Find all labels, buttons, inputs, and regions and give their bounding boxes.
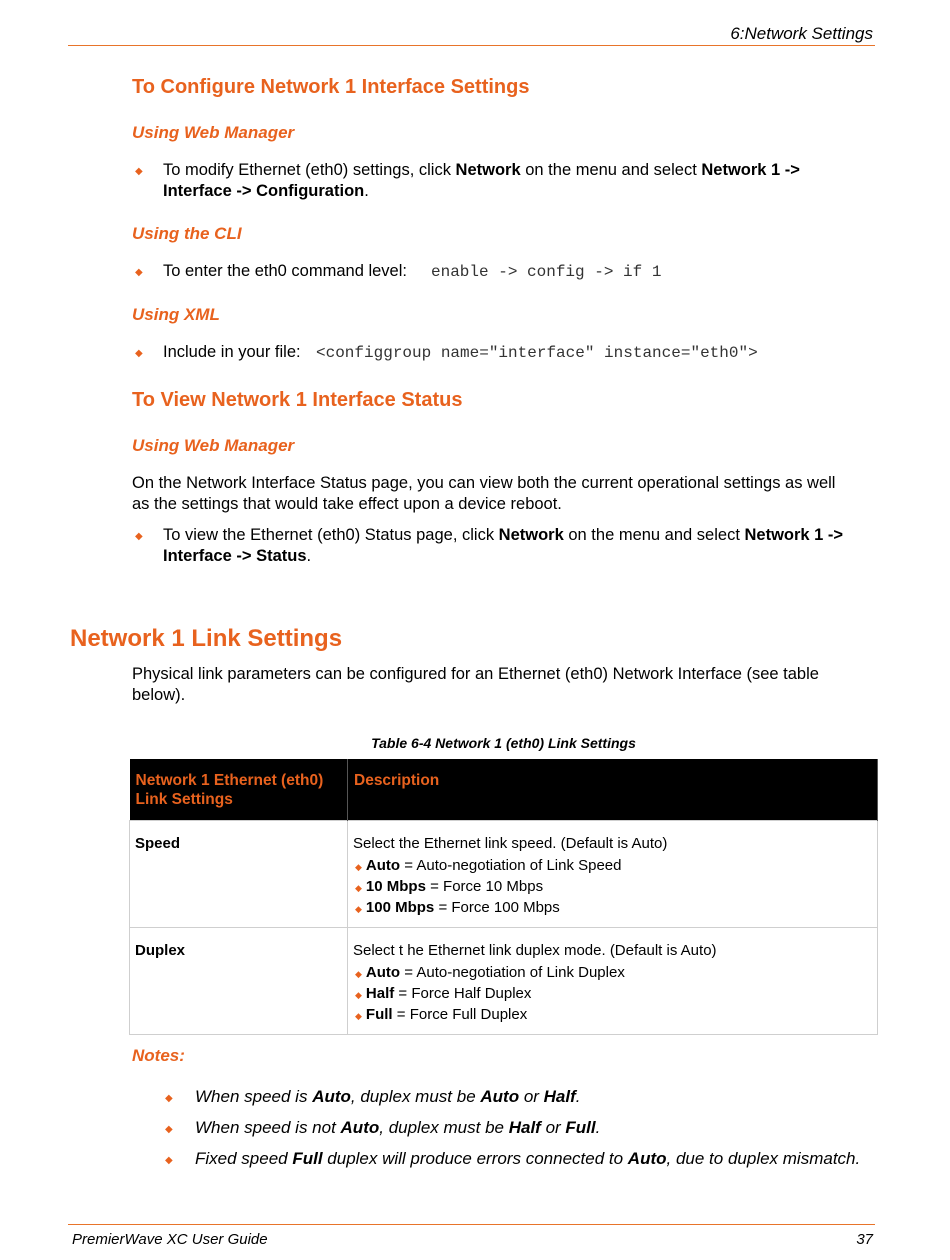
status-web-heading: Using Web Manager (132, 436, 295, 455)
footer-rule (68, 1224, 875, 1225)
config-cli-text: To enter the eth0 command level: (163, 262, 407, 280)
config-xml-heading: Using XML (132, 305, 220, 324)
option-item: ◆ Auto = Auto-negotiation of Link Duplex (355, 963, 625, 981)
config-xml-text: Include in your file: (163, 343, 301, 361)
bullet-icon: ◆ (355, 968, 362, 979)
table-row (130, 927, 878, 1034)
table-header-description: Description (348, 759, 878, 820)
status-paragraph: On the Network Interface Status page, you can view both the current operational settings as well as the settings that would take effect upon a device reboot. (132, 474, 836, 513)
bullet-icon: ◆ (165, 1155, 173, 1166)
notes-heading: Notes: (132, 1046, 185, 1065)
bullet-icon: ◆ (165, 1124, 173, 1135)
header-rule (68, 45, 875, 46)
note-item: When speed is not Auto, duplex must be Half or Full. (195, 1118, 601, 1137)
config-web-text: To modify Ethernet (eth0) settings, click Network on the menu and select Network 1 -> Interface -> Configuration. (163, 161, 800, 200)
config-web-heading: Using Web Manager (132, 123, 295, 142)
link-settings-title: Network 1 Link Settings (70, 625, 343, 652)
description-text: Select the Ethernet link speed. (Default is Auto) (353, 834, 668, 852)
footer-guide-title: PremierWave XC User Guide (72, 1231, 268, 1248)
option-item: ◆ Half = Force Half Duplex (355, 984, 532, 1002)
chapter-header: 6:Network Settings (730, 24, 873, 43)
status-title: To View Network 1 Interface Status (132, 389, 463, 411)
link-intro: Physical link parameters can be configured for an Ethernet (eth0) Network Interface (see table below). (132, 665, 819, 704)
bullet-icon: ◆ (135, 267, 143, 278)
bullet-icon: ◆ (355, 989, 362, 1000)
config-title: To Configure Network 1 Interface Settings (132, 76, 530, 98)
option-item: ◆ Auto = Auto-negotiation of Link Speed (355, 856, 622, 874)
bullet-icon: ◆ (165, 1093, 173, 1104)
table-row (130, 820, 878, 927)
setting-description (348, 927, 878, 1034)
bullet-icon: ◆ (355, 903, 362, 914)
bullet-icon: ◆ (135, 166, 143, 177)
option-item: ◆ Full = Force Full Duplex (355, 1005, 528, 1023)
table-caption: Table 6-4 Network 1 (eth0) Link Settings (371, 735, 636, 751)
description-text: Select t he Ethernet link duplex mode. (Default is Auto) (353, 941, 717, 959)
option-item: ◆ 100 Mbps = Force 100 Mbps (355, 898, 560, 916)
setting-description (348, 820, 878, 927)
link-settings-table (129, 759, 878, 1035)
bullet-icon: ◆ (355, 882, 362, 893)
bullet-icon: ◆ (135, 348, 143, 359)
setting-name: Speed (130, 820, 348, 927)
setting-name: Duplex (130, 927, 348, 1034)
note-item: Fixed speed Full duplex will produce errors connected to Auto, due to duplex mismatch. (195, 1149, 861, 1168)
cli-command-code: enable -> config -> if 1 (431, 263, 662, 281)
bullet-icon: ◆ (355, 1010, 362, 1021)
table-header-settings: Network 1 Ethernet (eth0) Link Settings (130, 759, 348, 820)
status-bullet-text: To view the Ethernet (eth0) Status page, click Network on the menu and select Network 1 -> Interface -> Status. (163, 526, 844, 565)
bullet-icon: ◆ (355, 861, 362, 872)
config-cli-heading: Using the CLI (132, 224, 242, 243)
bullet-icon: ◆ (135, 531, 143, 542)
xml-code: <configgroup name="interface" instance="eth0"> (316, 344, 758, 362)
note-item: When speed is Auto, duplex must be Auto or Half. (195, 1087, 581, 1106)
option-item: ◆ 10 Mbps = Force 10 Mbps (355, 877, 544, 895)
page-number: 37 (856, 1231, 873, 1248)
